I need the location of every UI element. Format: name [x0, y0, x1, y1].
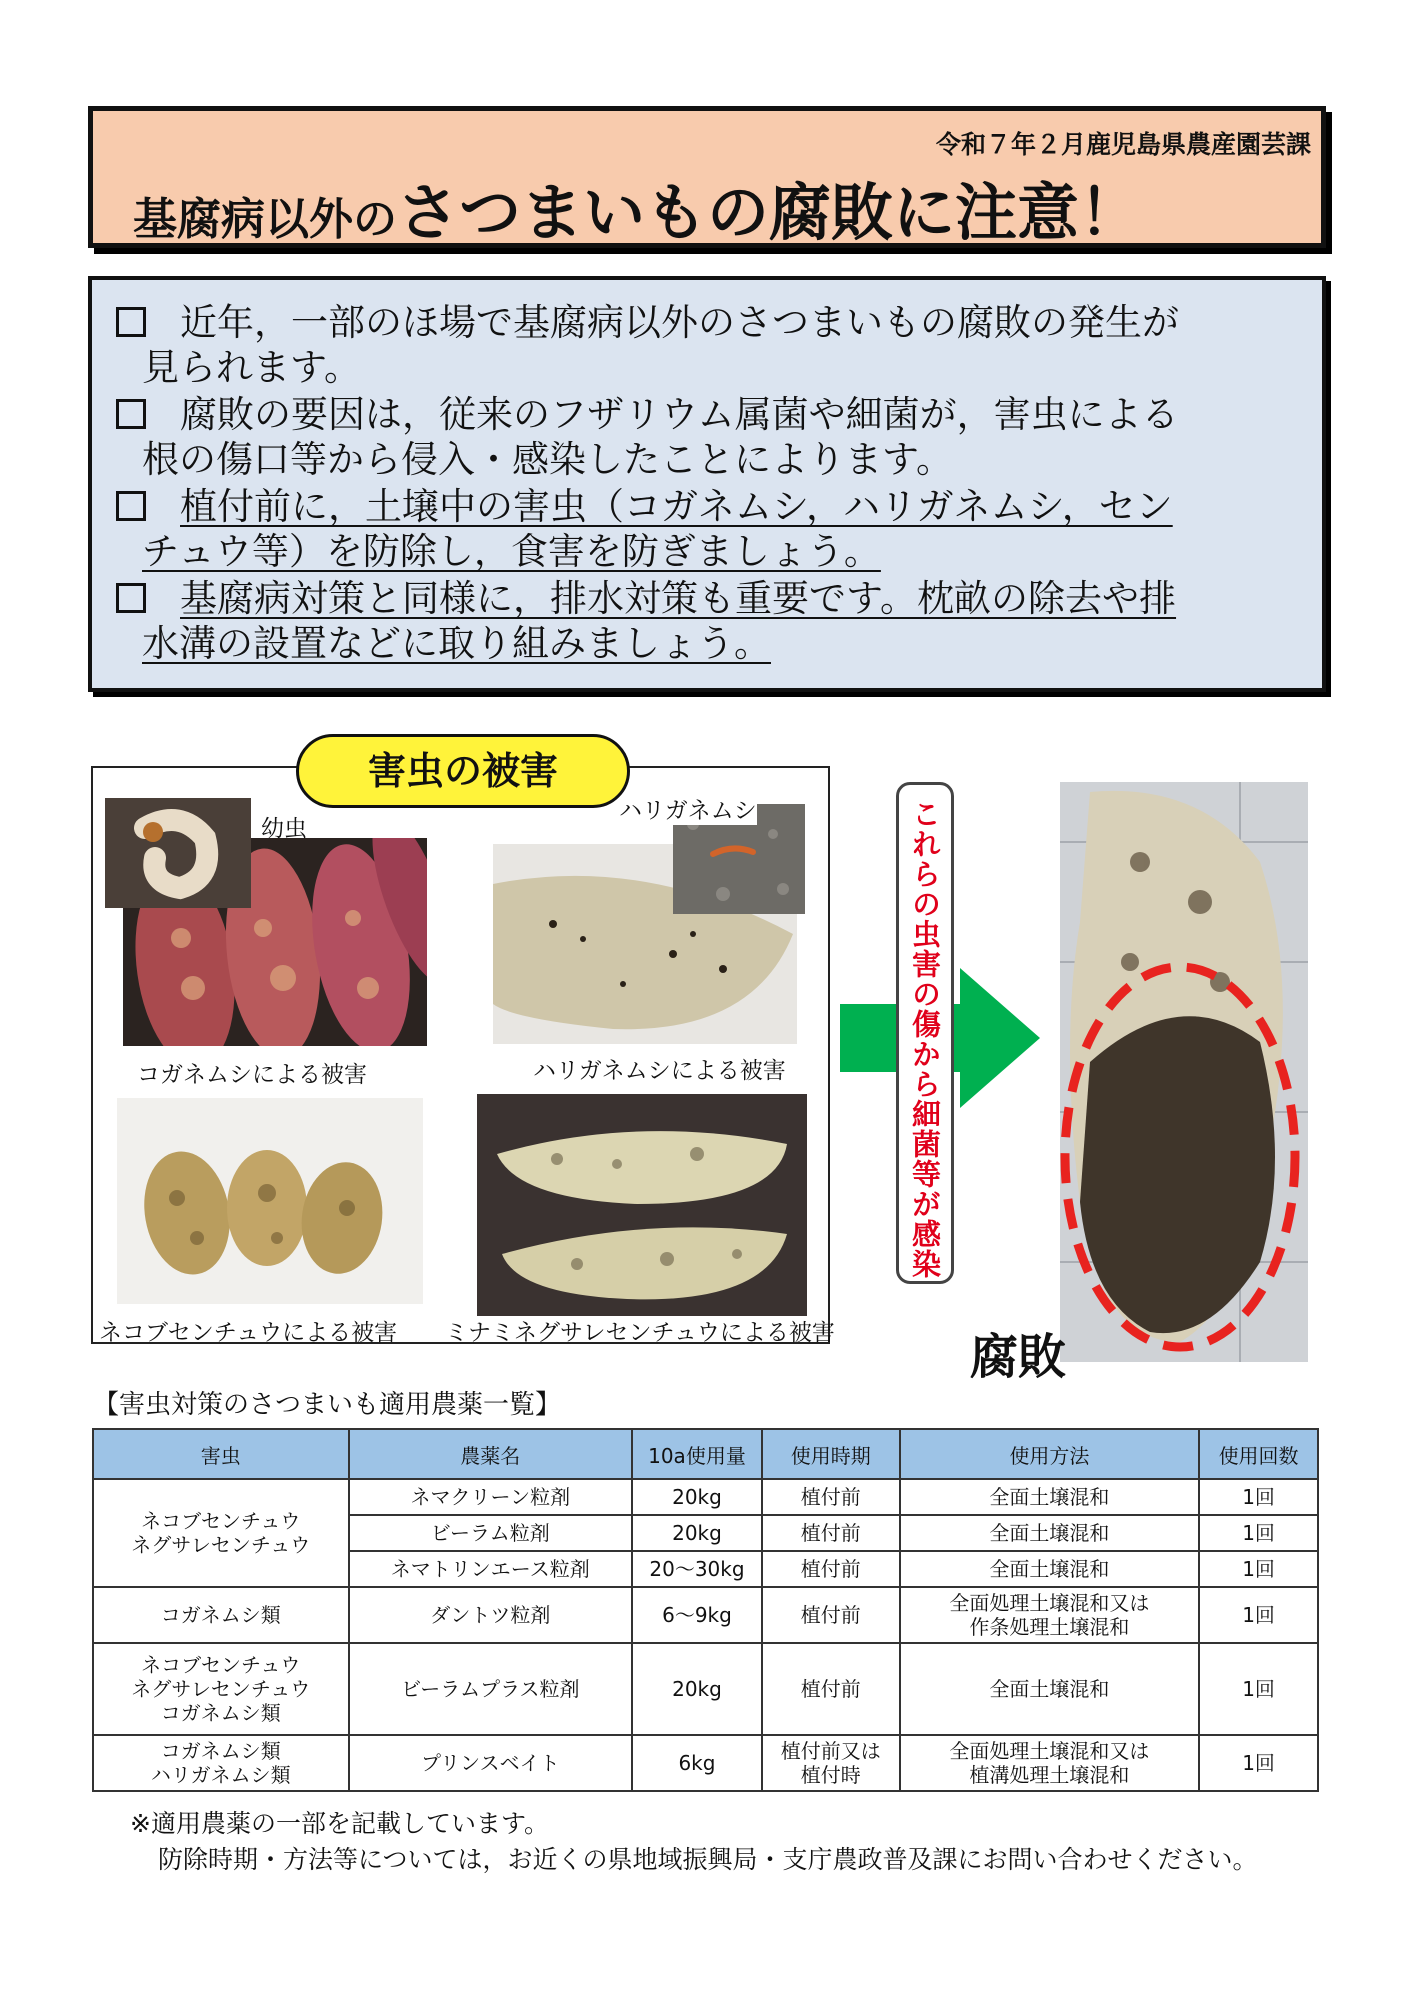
header-timing: 使用時期	[762, 1429, 900, 1479]
timing-cell: 植付前	[762, 1551, 900, 1587]
amount-cell: 6kg	[632, 1735, 762, 1791]
amount-cell: 20kg	[632, 1643, 762, 1735]
table-row	[93, 1643, 1318, 1735]
pest-cell	[93, 1643, 349, 1735]
caption: ミナミネグサレセンチュウによる被害	[445, 1320, 835, 1346]
root-knot-nematode-photo	[117, 1098, 423, 1304]
footnote-line: ※適用農薬の一部を記載しています。	[130, 1809, 549, 1838]
timing-line: 植付前又は	[780, 1739, 881, 1763]
amount-cell: 20kg	[632, 1515, 762, 1551]
amount-cell: 20～30kg	[632, 1551, 762, 1587]
table-row	[93, 1587, 1318, 1643]
table-row	[93, 1479, 1318, 1515]
pest-line: ネコブセンチュウ	[141, 1509, 301, 1533]
pest-cell: コガネムシ類	[93, 1587, 349, 1643]
name-cell: ダントツ粒剤	[349, 1587, 633, 1643]
count-cell: 1回	[1199, 1643, 1318, 1735]
page-title	[133, 163, 1141, 252]
bullet-line: 見られます。	[142, 346, 362, 389]
amount-cell: 20kg	[632, 1479, 762, 1515]
method-cell	[900, 1587, 1199, 1643]
bullet-line: 基腐病対策と同様に，排水対策も重要です。枕畝の除去や排	[180, 577, 1177, 620]
checkbox-icon	[116, 307, 146, 337]
pest-cell	[93, 1735, 349, 1791]
bullet-line: 水溝の設置などに取り組みましょう。	[142, 622, 771, 665]
method-line: 全面処理土壌混和又は	[949, 1591, 1150, 1615]
count-cell: 1回	[1199, 1587, 1318, 1643]
timing-cell: 植付前	[762, 1515, 900, 1551]
timing-cell: 植付前	[762, 1587, 900, 1643]
name-cell: ネマトリンエース粒剤	[349, 1551, 633, 1587]
infection-note: これらの虫害の傷から細菌等が感染	[908, 799, 942, 1279]
method-line: 全面処理土壌混和又は	[949, 1739, 1150, 1763]
method-cell	[900, 1735, 1199, 1791]
wireworm-label: ハリガネムシ	[619, 792, 757, 825]
bullet-line: 植付前に，土壌中の害虫（コガネムシ，ハリガネムシ，セン	[180, 485, 1173, 528]
table-title: 【害虫対策のさつまいも適用農薬一覧】	[93, 1390, 562, 1420]
pest-photo-panel	[91, 766, 835, 1346]
caption: ネコブセンチュウによる被害	[99, 1320, 398, 1346]
name-cell: ビーラムプラス粒剤	[349, 1643, 633, 1735]
header-pest: 害虫	[93, 1429, 349, 1479]
count-cell: 1回	[1199, 1479, 1318, 1515]
lesion-nematode-photo	[477, 1094, 807, 1316]
header-method: 使用方法	[900, 1429, 1199, 1479]
pest-line: ハリガネムシ類	[150, 1763, 291, 1787]
count-cell: 1回	[1199, 1515, 1318, 1551]
name-cell: ネマクリーン粒剤	[349, 1479, 633, 1515]
count-cell: 1回	[1199, 1735, 1318, 1791]
table-header-row	[93, 1429, 1318, 1479]
name-cell: プリンスベイト	[349, 1735, 633, 1791]
bullet-item	[116, 300, 1294, 390]
method-cell: 全面土壌混和	[900, 1551, 1199, 1587]
caption: ハリガネムシによる被害	[533, 1058, 786, 1084]
grub-larva-photo	[105, 798, 251, 908]
pest-section-title: 害虫の被害	[296, 734, 630, 808]
pest-line: ネグサレセンチュウ	[131, 1533, 311, 1557]
pest-line: ネグサレセンチュウ	[131, 1677, 311, 1701]
caption: コガネムシによる被害	[137, 1062, 367, 1088]
method-cell: 全面土壌混和	[900, 1643, 1199, 1735]
pest-cell	[93, 1479, 349, 1587]
footnote	[130, 1806, 1258, 1878]
footnote-line: 防除時期・方法等については，お近くの県地域振興局・支庁農政普及課にお問い合わせください。	[158, 1845, 1258, 1874]
title-big: さつまいもの腐敗に注意！	[397, 176, 1142, 249]
bullet-item	[116, 392, 1294, 482]
infection-note-box	[896, 782, 954, 1284]
method-cell: 全面土壌混和	[900, 1515, 1199, 1551]
bullet-line: 根の傷口等から侵入・感染したことによります。	[142, 438, 954, 481]
bullet-list	[88, 276, 1326, 692]
larva-label: 幼虫	[261, 816, 307, 842]
method-cell: 全面土壌混和	[900, 1479, 1199, 1515]
pesticide-table	[92, 1428, 1319, 1792]
bullet-line: 近年，一部のほ場で基腐病以外のさつまいもの腐敗の発生が	[180, 301, 1179, 344]
timing-line: 植付時	[800, 1763, 861, 1787]
count-cell: 1回	[1199, 1551, 1318, 1587]
name-cell: ビーラム粒剤	[349, 1515, 633, 1551]
timing-cell	[762, 1735, 900, 1791]
pest-line: ネコブセンチュウ	[141, 1653, 301, 1677]
header-name: 農薬名	[349, 1429, 633, 1479]
method-line: 植溝処理土壌混和	[969, 1763, 1130, 1787]
checkbox-icon	[116, 583, 146, 613]
bullet-item	[116, 576, 1294, 666]
timing-cell: 植付前	[762, 1479, 900, 1515]
bullet-line: 腐敗の要因は，従来のフザリウム属菌や細菌が，害虫による	[180, 393, 1179, 436]
checkbox-icon	[116, 399, 146, 429]
amount-cell: 6～9kg	[632, 1587, 762, 1643]
method-line: 作条処理土壌混和	[969, 1615, 1130, 1639]
header-box	[88, 106, 1326, 248]
header-count: 使用回数	[1199, 1429, 1318, 1479]
checkbox-icon	[116, 491, 146, 521]
bullet-item	[116, 484, 1294, 574]
pest-line: コガネムシ類	[160, 1739, 281, 1763]
pest-line: コガネムシ類	[160, 1701, 281, 1725]
timing-cell: 植付前	[762, 1643, 900, 1735]
header-org: 令和７年２月鹿児島県農産園芸課	[935, 130, 1311, 159]
table-row	[93, 1735, 1318, 1791]
rot-label: 腐敗	[970, 1329, 1067, 1385]
bullet-line: チュウ等）を防除し，食害を防ぎましょう。	[142, 530, 881, 573]
rotten-sweet-potato-photo	[1060, 782, 1308, 1362]
header-amount: 10a使用量	[632, 1429, 762, 1479]
title-small: 基腐病以外の	[133, 194, 397, 245]
